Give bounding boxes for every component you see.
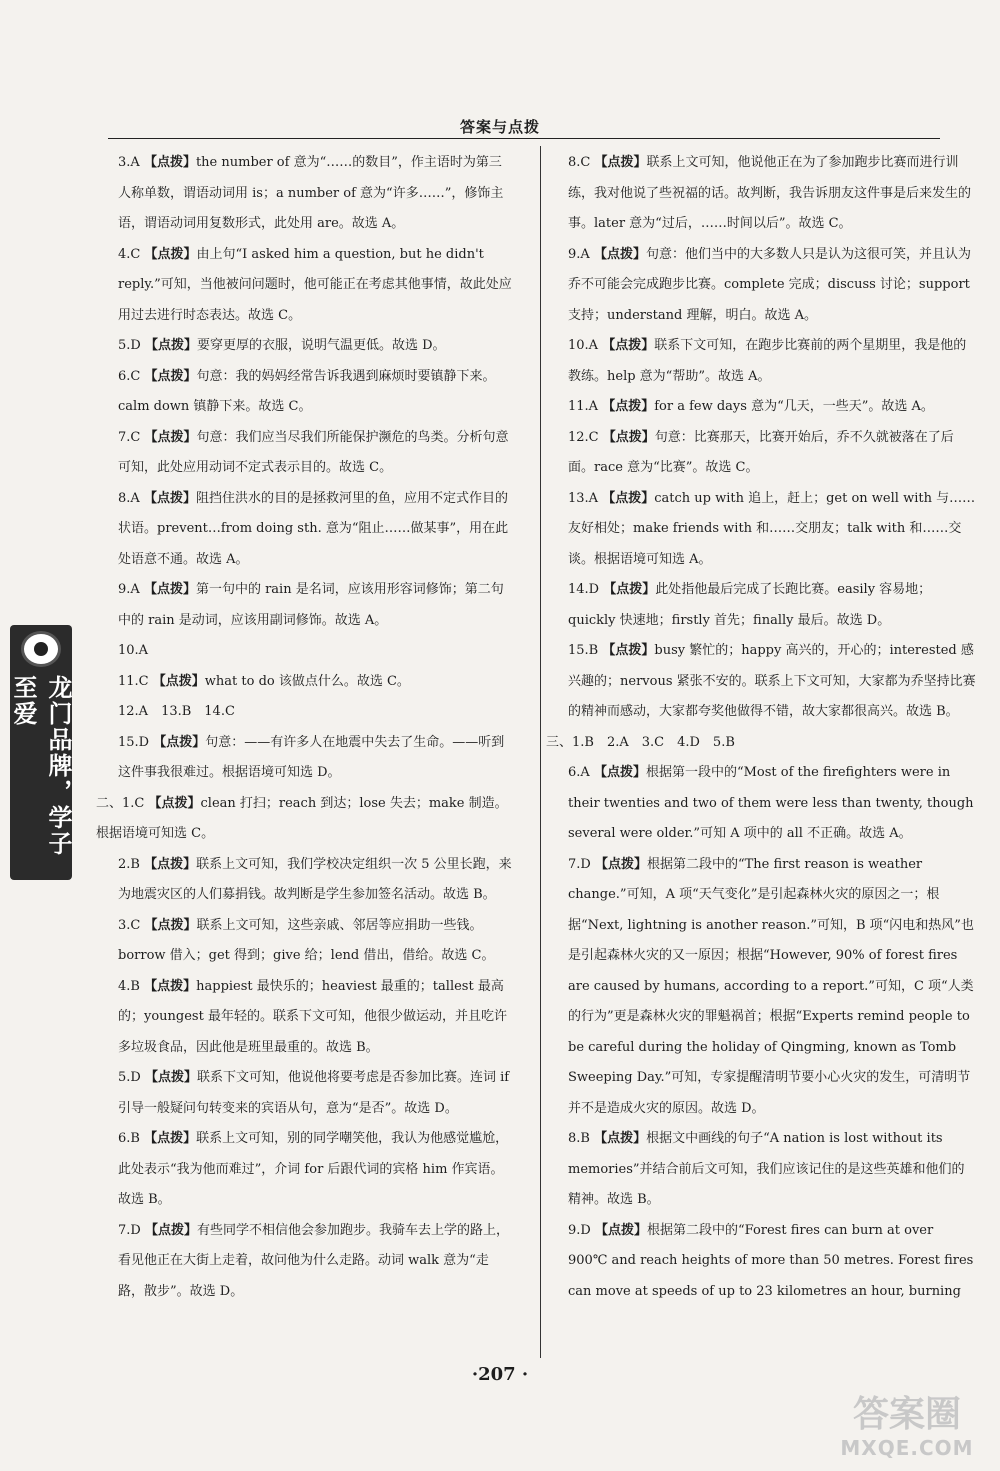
answer-explanation: 联系上文可知，他说他正在为了参加跑步比赛而进行训练，我对他说了些祝福的话。故判断，我告诉朋友这件事是后来发生的事。later 意为“过后，……时间以后”。故选 C。 [568, 155, 972, 231]
hint-tag: 【点拨】 [602, 338, 655, 353]
answer-explanation: 由上句“I asked him a question, but he didn't reply.”可知，当他被问问题时，他可能正在考虑其他事情，故此处应用过去进行时态表达。故选 C。 [118, 246, 512, 323]
answer-entry [96, 789, 513, 850]
answer-entry [118, 972, 513, 1064]
answer-entry [118, 636, 513, 667]
answer-number: 11.A [568, 399, 599, 414]
left-column [96, 148, 513, 1307]
right-column [546, 148, 976, 1307]
answer-explanation: clean 打扫；reach 到达；lose 失去；make 制造。根据语境可知选 C。 [96, 795, 508, 841]
answer-number: 10.A [118, 643, 149, 658]
answer-number: 8.B [568, 1131, 590, 1146]
answer-entry [568, 240, 976, 332]
answer-number: 4.B [118, 978, 140, 994]
watermark-logo [832, 1395, 982, 1465]
answer-number: 12.A 13.B 14.C [118, 704, 235, 719]
answer-number: 3.A [118, 155, 140, 170]
answer-number: 15.D [118, 734, 150, 750]
hint-tag: 【点拨】 [144, 917, 197, 933]
answer-explanation: the number of 意为“……的数目”，作主语时为第三人称单数，谓语动词用 is；a number of 意为“许多……”，修饰主语，谓语动词用复数形式，此处用 are。故选 A。 [118, 155, 504, 231]
answer-entry [568, 1124, 976, 1216]
answer-number: 6.B [118, 1131, 140, 1146]
hint-tag: 【点拨】 [602, 643, 655, 658]
answer-number: 6.A [568, 765, 590, 780]
answer-number: 5.D [118, 1070, 141, 1085]
answer-explanation: 第一句中的 rain 是名词，应该用形容词修饰；第二句中的 rain 是动词，应该用副词修饰。故选 A。 [118, 582, 504, 628]
answer-number: 10.A [568, 338, 599, 353]
answer-number: 8.A [118, 490, 140, 506]
hint-tag: 【点拨】 [594, 155, 647, 170]
hint-tag: 【点拨】 [144, 856, 197, 872]
answer-explanation: 联系上文可知，这些亲戚、邻居等应捐助一些钱。borrow 借入；get 得到；give 给；lend 借出，借给。故选 C。 [118, 917, 495, 963]
answer-entry [118, 697, 513, 728]
answer-entry [546, 728, 976, 759]
hint-tag: 【点拨】 [144, 246, 197, 262]
answer-number: 9.A [568, 246, 590, 262]
answer-entry [568, 758, 976, 850]
watermark-line1: 答案圈 [852, 1394, 961, 1435]
answer-entry [118, 575, 513, 636]
answer-entry [118, 240, 513, 332]
answer-entry [568, 850, 976, 1125]
side-brand-tab [10, 625, 72, 880]
answer-explanation: 根据第二段中的“Forest fires can burn at over 900℃ and reach heights of more than 50 metres. Forest fires can move at speeds of up to 23 kilometres an hour, burning [568, 1222, 974, 1299]
hint-tag: 【点拨】 [593, 765, 646, 780]
answer-entry [568, 331, 976, 392]
answer-entry [118, 484, 513, 576]
answer-number: 7.D [118, 1222, 141, 1238]
answer-entry [118, 667, 513, 698]
header-rule [108, 138, 940, 139]
brand-logo-icon [21, 631, 61, 667]
watermark-line2: MXQE.COM [840, 1436, 974, 1460]
hint-tag: 【点拨】 [144, 368, 197, 384]
answer-entry [118, 423, 513, 484]
answer-number: 5.D [118, 338, 141, 353]
column-divider [540, 146, 541, 1358]
answer-entry [568, 484, 976, 576]
answer-entry [568, 423, 976, 484]
answer-explanation: 此处指他最后完成了长跑比赛。easily 容易地；quickly 快速地；firstly 首先；finally 最后。故选 D。 [568, 582, 932, 628]
answer-entry [568, 1216, 976, 1308]
answer-entry [118, 1063, 513, 1124]
answer-number: 3.C [118, 917, 141, 933]
answer-explanation: 句意：我们应当尽我们所能保护濒危的鸟类。分析句意可知，此处应用动词不定式表示目的。故选 C。 [118, 429, 509, 475]
hint-tag: 【点拨】 [603, 582, 656, 597]
answer-number: 12.C [568, 429, 599, 445]
hint-tag: 【点拨】 [144, 338, 197, 353]
answer-number: 7.D [568, 856, 591, 872]
answer-explanation: 根据第二段中的“The first reason is weather change.”可知，A 项“天气变化”是引起森林火灾的原因之一；根据“Next, lightning is another reason.”可知，B 项“闪电和热风”也是引起森林火灾的又一原因；根据“However, 90% of forest fires are caused by humans, according to a report.”可知，C 项“人类的行为”更是森林火灾的罪魁祸首；根据“Experts remind people to be careful during the holiday of Qingming, known as Tomb Sweeping Day.”可知，专家提醒清明节要小心火灾的发生，可清明节并不是造成火灾的原因。故选 D。 [568, 856, 974, 1116]
answer-number: 14.D [568, 582, 600, 597]
answer-explanation: 句意：——有许多人在地震中失去了生命。——听到这件事我很难过。根据语境可知选 D。 [118, 734, 505, 780]
answer-number: 二、1.C [96, 795, 145, 811]
answer-entry [568, 392, 976, 423]
answer-number: 8.C [568, 155, 591, 170]
answer-entry [568, 575, 976, 636]
answer-explanation: 要穿更厚的衣服，说明气温更低。故选 D。 [196, 338, 446, 353]
answer-entry [118, 911, 513, 972]
answer-number: 15.B [568, 643, 599, 658]
answer-number: 9.A [118, 582, 140, 597]
answer-explanation: 有些同学不相信他会参加跑步。我骑车去上学的路上，看见他正在大街上走着，故问他为什么走路。动词 walk 意为“走路，散步”。故选 D。 [118, 1222, 509, 1299]
hint-tag: 【点拨】 [594, 1131, 647, 1146]
hint-tag: 【点拨】 [144, 429, 197, 445]
answer-explanation: 句意：比赛那天，比赛开始后，乔不久就被落在了后面。race 意为“比赛”。故选 C。 [568, 429, 954, 475]
hint-tag: 【点拨】 [602, 429, 655, 445]
answer-entry [568, 636, 976, 728]
hint-tag: 【点拨】 [143, 490, 196, 506]
answer-explanation: 联系下文可知，他说他将要考虑是否参加比赛。连词 if 引导一般疑问句转变来的宾语从句，意为“是否”。故选 D。 [118, 1070, 510, 1116]
answer-explanation: catch up with 追上，赶上；get on well with 与……友好相处；make friends with 和……交朋友；talk with 和……交谈。根据语境可知选 A。 [568, 490, 976, 567]
answer-entry [118, 1124, 513, 1216]
answer-explanation: for a few days 意为“几天，一些天”。故选 A。 [654, 399, 934, 414]
answer-number: 4.C [118, 246, 141, 262]
answer-explanation: happiest 最快乐的；heaviest 最重的；tallest 最高的；youngest 最年轻的。联系下文可知，他很少做运动，并且吃许多垃圾食品，因此他是班里最重的。故选 B。 [118, 978, 507, 1055]
answer-entry [118, 148, 513, 240]
hint-tag: 【点拨】 [602, 399, 655, 414]
hint-tag: 【点拨】 [144, 978, 197, 994]
answer-number: 7.C [118, 429, 141, 445]
hint-tag: 【点拨】 [602, 490, 655, 506]
answer-entry [118, 728, 513, 789]
answer-explanation: 联系上文可知，别的同学嘲笑他，我认为他感觉尴尬，此处表示“我为他而难过”，介词 for 后跟代词的宾格 him 作宾语。故选 B。 [118, 1131, 509, 1207]
side-brand-text: 龙门品牌，学子至爱 [9, 674, 72, 857]
answer-number: 11.C [118, 673, 149, 689]
answer-explanation: 联系上文可知，我们学校决定组织一次 5 公里长跑，来为地震灾区的人们募捐钱。故判断是学生参加签名活动。故选 B。 [118, 856, 512, 902]
hint-tag: 【点拨】 [594, 1222, 647, 1238]
hint-tag: 【点拨】 [152, 673, 205, 689]
hint-tag: 【点拨】 [144, 1070, 197, 1085]
answer-number: 三、1.B 2.A 3.C 4.D 5.B [546, 734, 735, 750]
answer-number: 9.D [568, 1222, 591, 1238]
hint-tag: 【点拨】 [594, 856, 647, 872]
answer-explanation: 句意：我的妈妈经常告诉我遇到麻烦时要镇静下来。calm down 镇静下来。故选 C。 [118, 368, 496, 414]
answer-explanation: 句意：他们当中的大多数人只是认为这很可笑，并且认为乔不可能会完成跑步比赛。complete 完成；discuss 讨论；support 支持；understand 理解，明白。故选 A。 [568, 246, 971, 323]
answer-explanation: 根据文中画线的句子“A nation is lost without its memories”并结合前后文可知，我们应该记住的是这些英雄和他们的精神。故选 B。 [568, 1131, 965, 1207]
hint-tag: 【点拨】 [148, 795, 201, 811]
hint-tag: 【点拨】 [143, 582, 196, 597]
answer-entry [118, 362, 513, 423]
page-header-title: 答案与点拨 [459, 118, 540, 136]
hint-tag: 【点拨】 [144, 1131, 197, 1146]
answer-explanation: 根据第一段中的“Most of the firefighters were in their twenties and two of them were less than twenty, though several were older.”可知 A 项中的 all 不正确。故选 A。 [568, 765, 974, 841]
page-number: ·207 · [471, 1364, 529, 1385]
answer-entry [118, 850, 513, 911]
answer-number: 6.C [118, 368, 141, 384]
answer-entry [118, 1216, 513, 1308]
answer-number: 13.A [568, 490, 599, 506]
answer-explanation: what to do 该做点什么。故选 C。 [204, 673, 410, 689]
hint-tag: 【点拨】 [144, 1222, 197, 1238]
hint-tag: 【点拨】 [143, 155, 196, 170]
answer-explanation: 阻挡住洪水的目的是拯救河里的鱼，应用不定式作目的状语。prevent…from doing sth. 意为“阻止……做某事”，用在此处语意不通。故选 A。 [118, 490, 509, 567]
hint-tag: 【点拨】 [593, 246, 646, 262]
answer-number: 2.B [118, 856, 140, 872]
answer-entry [118, 331, 513, 362]
answer-explanation: busy 繁忙的；happy 高兴的，开心的；interested 感兴趣的；nervous 紧张不安的。联系上下文可知，大家都为乔坚持比赛的精神而感动，大家都夸奖他做得不错，故大家都很高兴。故选 B。 [568, 643, 976, 719]
hint-tag: 【点拨】 [153, 734, 206, 750]
answer-explanation: 联系下文可知，在跑步比赛前的两个星期里，我是他的教练。help 意为“帮助”。故选 A。 [568, 338, 967, 384]
answer-entry [568, 148, 976, 240]
